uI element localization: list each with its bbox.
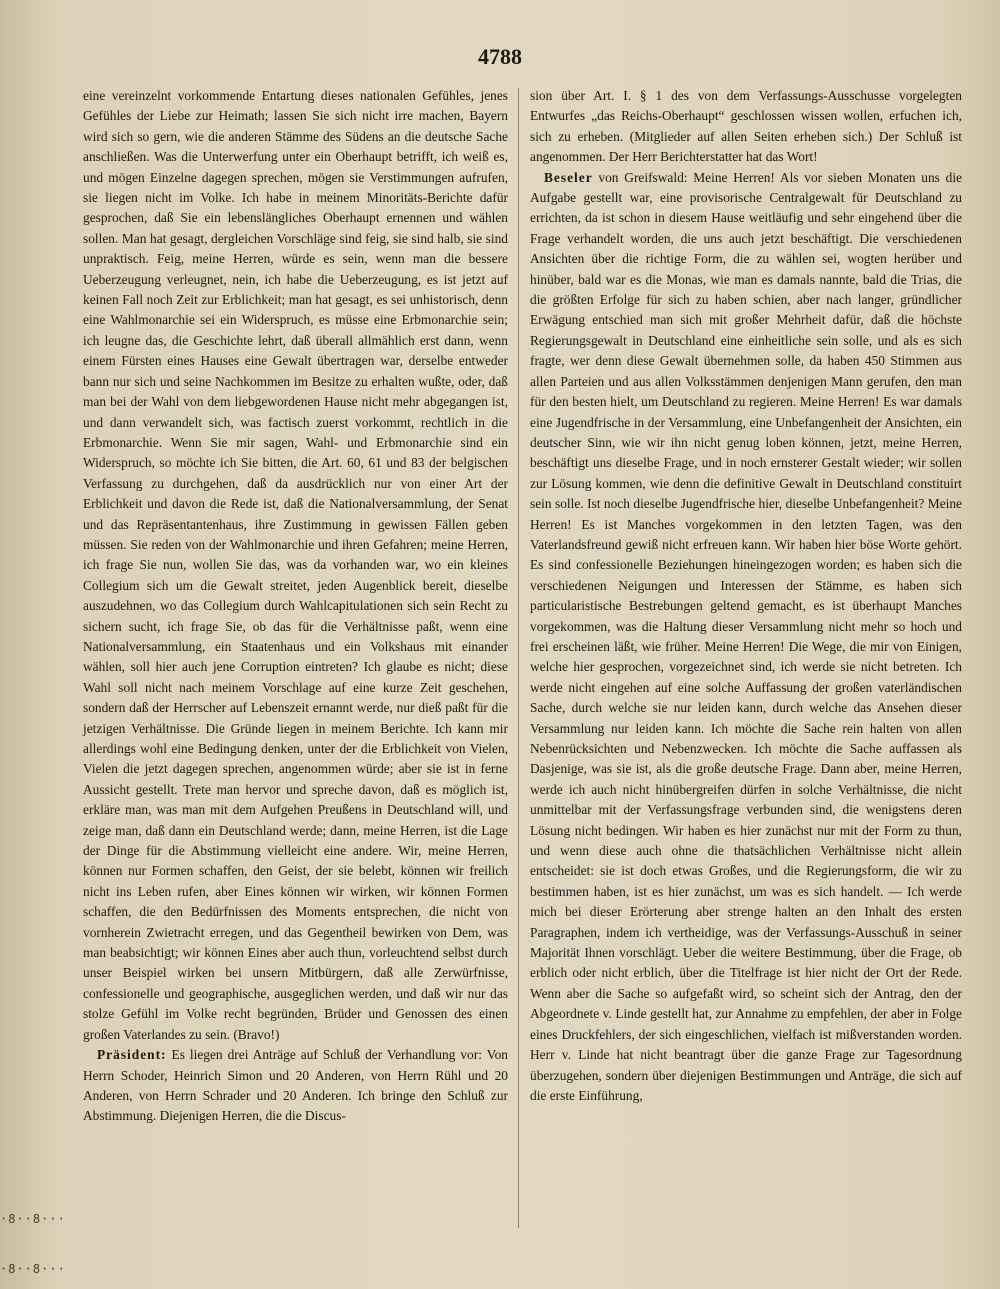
paragraph-text: eine vereinzelnt vorkommende Entartung dieses nationalen Gefühles, jenes Gefühles der Liebe zur Heimath; lassen Sie sich nicht irre machen, Bayern wird sich so gern, wie die anderen Stämme des Südens an die deutsche Sache anschließen. Was die Unterwerfung unter ein Oberhaupt betrifft, ich weiß es, und mögen Einzelne dagegen sprechen, mögen sie Verstimmungen aufrufen, sie liegen nicht im Volke. Ich habe in meinem Minoritäts-Berichte dafür gesprochen, daß Sie ein lebenslängliches Oberhaupt ernennen und wählen sollen. Man hat gesagt, dergleichen Vorschläge sind feig, sie sind halb, sie sind unpraktisch. Feig, meine Herren, würde es sein, wenn man die bessere Ueberzeugung verleugnet, nein, ich habe die Ueberzeugung, es ist jetzt auf keinen Fall noch Zeit zur Erblichkeit; man hat gesagt, es sei unhistorisch, denn eine Wahlmonarchie sei ein Widerspruch, es müsse eine Erbmonarchie sein; ich leugne das, die Geschichte lehrt, daß überall allmählich erst dann, wenn einem Fürsten eines Hauses eine Gewalt übertragen war, derselbe entweder bann nur sich und seine Nachkommen im Besitze zu erhalten wußte, oder, daß man bei der Wahl von dem liebgewordenen Hause nicht mehr abgegangen ist, und dann verwandelt sich, was factisch zuerst vorkommt, rechtlich in die Erbmonarchie. Wenn Sie mir sagen, Wahl- und Erbmonarchie sind ein Widerspruch, so möchte ich Sie bitten, die Art. 60, 61 und 83 der belgischen Verfassung zu durchgehen, daß da ausdrücklich nur von einer Art der Erblichkeit und davon die Rede ist, daß die Nationalversammlung, der Senat und das Repräsentantenhaus, ihre Zustimmung in gewissen Fällen geben müssen. Sie reden von der Wahlmonarchie und ihren Gefahren; meine Herren, ich frage Sie nun, wollen Sie das, was da vorhanden war, wo ein kleines Collegium sich um die Gewalt streitet, jeden Augenblick bereit, dieselbe auszudehnen, wo das Collegium durch Wahlcapitulationen sich sein Recht zu sichern sucht, ich frage Sie, ob das für die Verhältnisse paßt, wenn eine Nationalversammlung, ein Staatenhaus und ein Volkshaus mit einander wählen, soll hier auch jene Corruption eintreten? Ich glaube es nicht; diese Wahl soll nicht nach meinem Vorschlage auf eine kurze Zeit geschehen, sondern daß der Herrscher auf Lebenszeit ernannt werde, nur dieß paßt für die jetzigen Verhältnisse. Die Gründe liegen in meinem Berichte. Ich kann mir allerdings wohl eine Bedingung denken, unter der die Erblichkeit von Vielen, Vielen die jetzt dagegen sprechen, angenommen würde; aber sie ist in ferne Aussicht gestellt. Trete man hervor und spreche davon, daß es möglich ist, erkläre man, was man mit dem Aufgehen Preußens in Deutschland will, und zeige man, daß dann ein Deutschland werde; dann, meine Herren, ist die Lage der Dinge für die Abstimmung vielleicht eine andere. Wir, meine Herren, können nur Formen schaffen, den Geist, der sie belebt, können wir freilich nicht ins Leben rufen, aber Eines können wir wirken, wir können Formen schaffen, die den Bedürfnissen des Moments entsprechen, die nicht von vornherein Zwietracht erregen, und das Gegentheil bewirken von Dem, was man beabsichtigt; wir können Eines aber auch thun, vorleuchtend selbst durch unser Beispiel wirken bei unsern Mitbürgern, daß alle Zerwürfnisse, confessionelle und geographische, ausgeglichen werden, und daß wir nur das stolze Gefühl im Volke recht begründen, Brüder und Genossen des einen großen Vaterlandes zu sein. (Bravo!): [83, 88, 508, 1042]
right-column: [530, 86, 962, 1106]
paragraph-text: Es liegen drei Anträge auf Schluß der Verhandlung vor: Von Herrn Schoder, Heinrich Simon und 20 Anderen, von Herrn Rühl und 20 Anderen, von Herrn Schrader und 20 Anderen. Ich bringe den Schluß zur Abstimmung. Diejenigen Herren, die die Discus-: [83, 1047, 508, 1124]
margin-mark: ·8··8···: [0, 1262, 66, 1276]
paragraph-text: Meine Herren! Als vor sieben Monaten uns die Aufgabe gestellt war, eine provisorische Centralgewalt für Deutschland zu errichten, da ist schon in diesem Hause weitläufig und sehr eingehend über die Frage verhandelt worden, die uns auch jetzt beschäftigt. Die verschiedenen Ansichten über die richtige Form, die zu wählen sei, wogten herüber und hinüber, bald war es die Monas, wie man es damals nannte, bald die Trias, die die größten Erfolge für sich zu haben schien, aber nach langer, gründlicher Erwägung entschied man sich mit großer Mehrheit dafür, daß die höchste Regierungsgewalt in Deutschland eine einheitliche sein solle, und als es sich fragte, wer denn diese Gewalt übernehmen solle, da haben 450 Stimmen aus allen Parteien und aus allen Volksstämmen denjenigen Mann gerufen, den man für den besten hielt, um Deutschland zu regieren. Meine Herren! Es war damals eine Jugendfrische in der Versammlung, eine Unbefangenheit der Ansichten, ein deutscher Sinn, wie wir ihn nicht genug loben können, jetzt, meine Herren, beschäftigt uns dieselbe Frage, und in noch ernsterer Gestalt wieder; wir sollen zur Lösung kommen, wie denn die definitive Gewalt in Deutschland constituirt sein solle. Ist noch dieselbe Jugendfrische hier, dieselbe Unbefangenheit? Meine Herren! Es ist Manches vorgekommen in den letzten Tagen, was den Vaterlandsfreund gewiß nicht erfreuen kann. Wir haben hier böse Worte gehört. Es sind confessionelle Beziehungen hineingezogen worden; es haben sich die verschiedenen Neigungen und Interessen der Stämme, es haben sich particularistische Bestrebungen geltend gemacht, es ist überhaupt Manches vorgekommen, was die Haltung dieser Versammlung nicht mehr so hoch und frei erscheinen läßt, wie früher. Meine Herren! Die Wege, die mir von Einigen, welche hier gesprochen, vorgezeichnet sind, ich werde sie nicht betreten. Ich werde nicht eingehen auf eine solche Auffassung der großen vaterländischen Sache, durch welche sie nur leiden kann, durch welche das Ansehen dieser Versammlung nur leiden kann. Ich möchte die Sache rein halten von allen Nebenrücksichten und Nebenzwecken. Ich möchte die Sache auffassen als Dasjenige, was sie ist, als die große deutsche Frage. Dann aber, meine Herren, werde ich auch nicht hinübergreifen dürfen in solche Verhältnisse, die nicht unmittelbar mit der Verfassungsfrage verbunden sind, die wenigstens deren Lösung nicht bedingen. Wir haben es hier zunächst nur mit der Form zu thun, und wenn diese auch ohne die thatsächlichen Verhältnisse nicht allein entscheidet: sie ist doch etwas Großes, und die Regierungsform, die wir zu bestimmen haben, ist es hier zunächst, um was es sich handelt. — Ich werde mich bei dieser Erörterung aber strenge halten an den Inhalt des ersten Paragraphen, indem ich vertheidige, was der Verfassungs-Ausschuß in seiner Majorität Ihnen vorschlägt. Ueber die weitere Bestimmung, über die Frage, ob erblich oder nicht erblich, über die Titelfrage ist hier nicht der Ort der Rede. Wenn aber die Sache so aufgefaßt wird, so scheint sich der Antrag, den der Abgeordnete v. Linde gestellt hat, zur Annahme zu empfehlen, der aber in Folge eines Druckfehlers, der sich eingeschlichen, vielfach ist mißverstanden worden. Herr v. Linde hat nicht beantragt über die ganze Frage zur Tagesordnung überzugehen, sondern über diejenigen Bestimmungen und Anträge, die sich auf die erste Einführung,: [530, 169, 963, 1103]
margin-mark: ·8··8···: [0, 1212, 66, 1226]
column-divider: [518, 88, 519, 1228]
speaker-name: Beseler: [544, 169, 593, 185]
page-number: 4788: [478, 44, 522, 69]
paragraph-text: sion über Art. I. § 1 des von dem Verfassungs-Ausschusse vorgelegten Entwurfes „das Reichs-Oberhaupt“ geschlossen wissen wollen, erfuchen ich, sich zu erheben. (Mitglieder auf allen Seiten erheben sich.) Der Schluß ist angenommen. Der Herr Berichterstatter hat das Wort!: [530, 88, 962, 165]
paragraph: [530, 168, 962, 1107]
left-column: [83, 86, 508, 1127]
paragraph: [530, 86, 962, 168]
speaker-suffix: von Greifswald:: [592, 169, 688, 185]
paragraph: [83, 1045, 508, 1127]
speaker-name: Präsident:: [97, 1047, 167, 1063]
paragraph: [83, 86, 508, 1045]
